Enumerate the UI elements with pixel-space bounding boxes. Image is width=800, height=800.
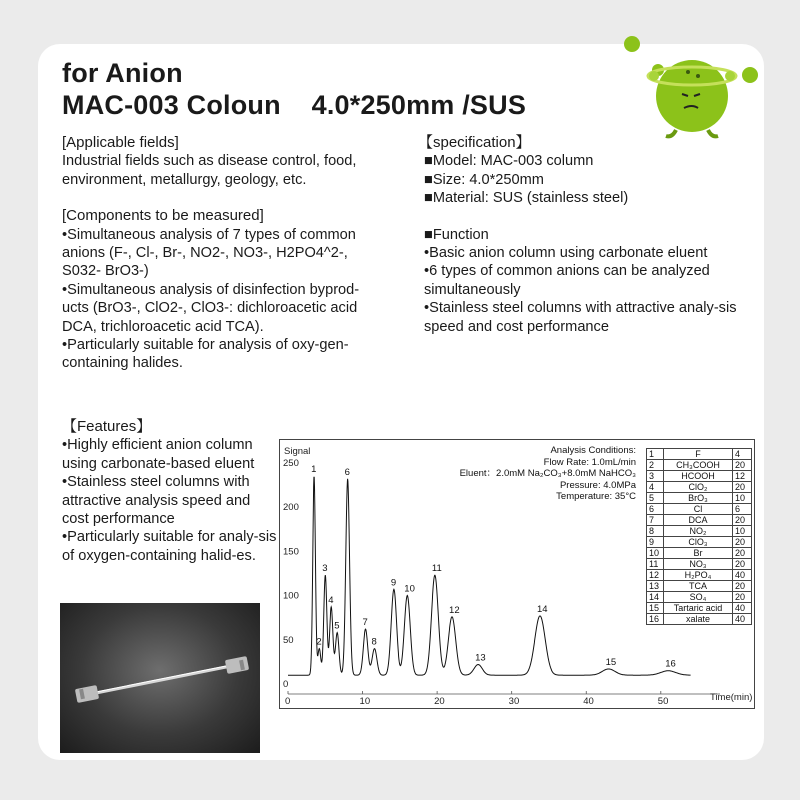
peak-table [646,448,752,625]
peak-number-cell: 3 [647,471,664,482]
peak-label: 9 [390,577,397,589]
compound-cell: Tartaric acid [664,603,733,614]
concentration-cell: 20 [733,515,752,526]
concentration-cell: 12 [733,471,752,482]
peak-label: 1 [311,464,317,476]
compound-cell: HCOOH [664,471,733,482]
y-tick-label: 100 [283,590,299,602]
peak-number-cell: 14 [647,592,664,603]
applicable-heading: [Applicable fields] [62,134,179,151]
peak-label: 10 [404,583,415,595]
compound-cell: Cl [664,504,733,515]
specification-heading: 【specification】 [418,134,531,151]
concentration-cell: 6 [733,504,752,515]
peak-table-row [647,449,752,460]
function-item: •6 types of common anions can be analyzed simultaneously [424,263,710,298]
x-tick-label: 20 [434,696,445,707]
x-axis-label: Time(min) [710,692,753,703]
compound-cell: DCA [664,515,733,526]
concentration-cell: 10 [733,493,752,504]
peak-label: 11 [431,563,442,575]
concentration-cell: 20 [733,592,752,603]
concentration-cell: 40 [733,603,752,614]
concentration-cell: 20 [733,559,752,570]
peak-label: 16 [665,658,676,670]
chromatogram-trace [288,477,691,675]
components-item: •Simultaneous analysis of disinfection byprod-ucts (BrO3-, ClO2-, ClO3-: dichloroacetic acid DCA, trichloroacetic acid TCA). [62,281,360,335]
y-tick-label: 0 [283,679,289,690]
compound-cell: NO₃ [664,559,733,570]
features-item: •Highly efficient anion column using carbonate-based eluent [62,437,255,472]
compound-cell: F [664,449,733,460]
compound-cell: ClO₂ [664,482,733,493]
features-item: •Particularly suitable for analy-sis of oxygen-containing halid-es. [62,529,277,564]
peak-table-row [647,471,752,482]
condition-line: Analysis Conditions: [550,445,636,456]
peak-number-cell: 7 [647,515,664,526]
peak-number-cell: 12 [647,570,664,581]
y-tick-label: 250 [283,457,299,469]
applicable-text: Industrial fields such as disease control, food, environment, metallurgy, geology, etc. [62,153,357,188]
compound-cell: Br [664,548,733,559]
compound-cell: xalate [664,614,733,625]
chromatogram-chart [279,439,755,709]
concentration-cell: 20 [733,581,752,592]
features-heading: 【Features】 [62,418,152,435]
x-tick-label: 10 [359,696,371,707]
concentration-cell: 20 [733,482,752,493]
function-item: •Stainless steel columns with attractive analy-sis speed and cost performance [424,300,737,335]
peak-number-cell: 6 [647,504,664,515]
concentration-cell: 40 [733,570,752,581]
peak-label: 3 [322,563,328,575]
concentration-cell: 4 [733,449,752,460]
compound-cell: BrO₃ [664,493,733,504]
y-axis-label: Signal [284,446,311,457]
mascot-icon [620,30,770,140]
right-column [418,134,764,336]
condition-line: Temperature: 35°C [556,491,636,503]
concentration-cell: 20 [733,537,752,548]
peak-number-cell: 4 [647,482,664,493]
peak-number-cell: 13 [647,581,664,592]
peak-table-row [647,603,752,614]
features-item: •Stainless steel columns with attractive analysis speed and cost performance [62,474,251,528]
title-line1: for Anion [62,58,183,88]
column-photo [60,603,260,753]
title-line2: MAC-003 Coloun 4.0*250mm /SUS [62,90,527,120]
components-item: •Simultaneous analysis of 7 types of common anions (F-, Cl-, Br-, NO2-, NO3-, H2PO4^2-, S032- BrO3-) [62,226,356,280]
peak-table-row [647,614,752,625]
peak-label: 4 [328,595,334,607]
y-tick-label: 150 [283,546,299,558]
peak-label: 13 [475,652,486,664]
y-tick-label: 50 [283,634,294,646]
peak-table-row [647,526,752,537]
spec-item: ■Model: MAC-003 column [424,153,594,170]
peak-label: 5 [334,620,340,632]
function-heading: ■Function [424,226,489,243]
condition-line: Pressure: 4.0MPa [559,479,636,491]
components-item: •Particularly suitable for analysis of oxy-gen-containing halides. [62,337,349,372]
peak-table-row [647,460,752,471]
peak-table-row [647,493,752,504]
x-tick-label: 30 [508,696,520,707]
peak-table-row [647,515,752,526]
compound-cell: H₂PO₄ [664,570,733,581]
peak-label: 12 [449,604,460,616]
x-tick-label: 50 [657,696,669,707]
peak-table-row [647,592,752,603]
peak-number-cell: 9 [647,537,664,548]
peak-number-cell: 15 [647,603,664,614]
peak-table-row [647,559,752,570]
peak-number-cell: 8 [647,526,664,537]
peak-number-cell: 5 [647,493,664,504]
compound-cell: TCA [664,581,733,592]
peak-table-row [647,581,752,592]
y-tick-label: 200 [283,502,299,514]
features-section [62,418,280,565]
condition-line: Eluent：2.0mM Na₂CO₃+8.0mM NaHCO₃ [459,468,636,480]
peak-number-cell: 10 [647,548,664,559]
concentration-cell: 10 [733,526,752,537]
x-tick-label: 0 [285,696,291,707]
concentration-cell: 40 [733,614,752,625]
function-item: •Basic anion column using carbonate eluent [424,245,708,262]
peak-table-row [647,537,752,548]
peak-number-cell: 11 [647,559,664,570]
peak-label: 14 [537,603,548,615]
peak-label: 15 [605,656,617,668]
concentration-cell: 20 [733,460,752,471]
peak-number-cell: 1 [647,449,664,460]
column-tube-icon [60,603,260,753]
left-column [62,134,380,373]
compound-cell: CH₃COOH [664,460,733,471]
peak-table-row [647,504,752,515]
components-heading: [Components to be measured] [62,207,264,225]
peak-label: 7 [362,617,368,629]
peak-label: 2 [316,636,322,648]
spec-item: ■Size: 4.0*250mm [424,171,544,188]
x-tick-label: 40 [583,696,594,707]
peak-number-cell: 16 [647,614,664,625]
peak-number-cell: 2 [647,460,664,471]
peak-table-row [647,548,752,559]
concentration-cell: 20 [733,548,752,559]
peak-label: 8 [371,636,377,648]
peak-table-row [647,482,752,493]
condition-line: Flow Rate: 1.0mL/min [543,456,636,468]
compound-cell: NO₂ [664,526,733,537]
compound-cell: SO₄ [664,592,733,603]
peak-table-row [647,570,752,581]
peak-label: 6 [344,466,350,478]
compound-cell: ClO₃ [664,537,733,548]
analysis-conditions [460,445,636,503]
spec-item: ■Material: SUS (stainless steel) [424,190,629,207]
